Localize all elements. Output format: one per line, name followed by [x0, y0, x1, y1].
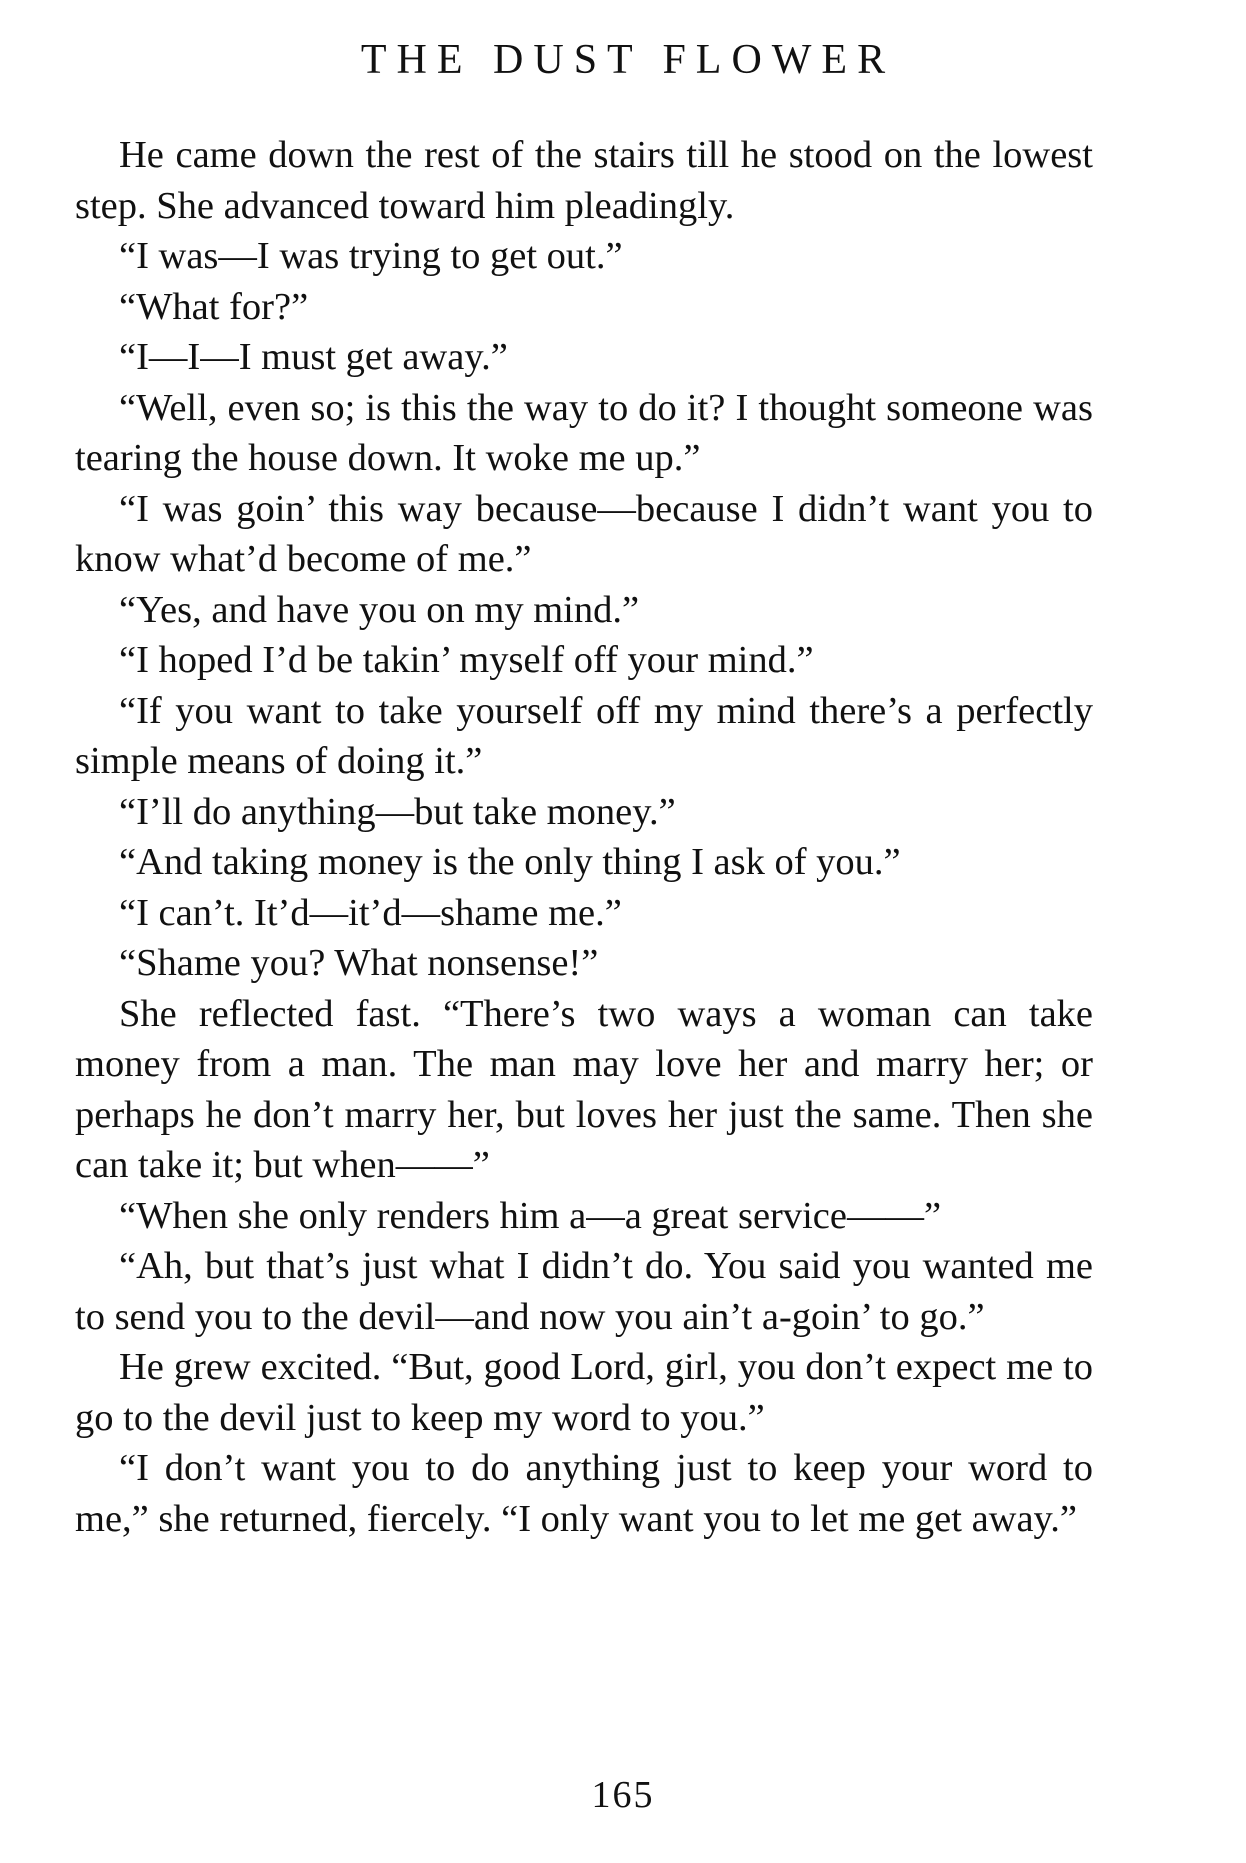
paragraph: “And taking money is the only thing I ask of you.” — [119, 841, 901, 883]
paragraph: “I hoped I’d be takin’ myself off your mind.” — [119, 639, 814, 681]
running-head: THE DUST FLOWER — [360, 37, 896, 83]
page-number: 165 — [591, 1774, 655, 1816]
paragraph: “When she only renders him a—a great service——” — [119, 1194, 942, 1237]
paragraph: “Well, even so; is this the way to do it? I thought someone was tearing the house down. It woke me up.” — [75, 386, 1093, 479]
paragraph: “If you want to take yourself off my mind there’s a perfectly simple means of doing it.” — [75, 689, 1093, 782]
paragraph: “I don’t want you to do anything just to keep your word to me,” she returned, fiercely. “I only want you to let me get away.” — [75, 1447, 1093, 1540]
paragraph: “Ah, but that’s just what I didn’t do. You said you wanted me to send you to the devil—and now you ain’t a-goin’ to go.” — [75, 1245, 1093, 1338]
paragraph: “I—I—I must get away.” — [119, 336, 508, 378]
paragraph: “I can’t. It’d—it’d—shame me.” — [119, 891, 622, 934]
paragraph: “Shame you? What nonsense!” — [119, 942, 599, 984]
paragraph: “Yes, and have you on my mind.” — [119, 588, 640, 631]
paragraph: He grew excited. “But, good Lord, girl, you don’t expect me to go to the devil just to keep my word to you.” — [75, 1346, 1093, 1439]
paragraph: “I was—I was trying to get out.” — [119, 235, 623, 277]
body-text — [75, 130, 1093, 1544]
paragraph: “I was goin’ this way because—because I didn’t want you to know what’d become of me.” — [75, 487, 1093, 580]
paragraph: She reflected fast. “There’s two ways a woman can take money from a man. The man may love her and marry her; or perhaps he don’t marry her, but loves her just the same. Then she can take it; but when——” — [75, 992, 1093, 1186]
paragraph: “I’ll do anything—but take money.” — [119, 790, 676, 833]
paragraph: “What for?” — [119, 285, 309, 328]
paragraph: He came down the rest of the stairs till he stood on the lowest step. She advanced toward him pleadingly. — [75, 134, 1093, 227]
